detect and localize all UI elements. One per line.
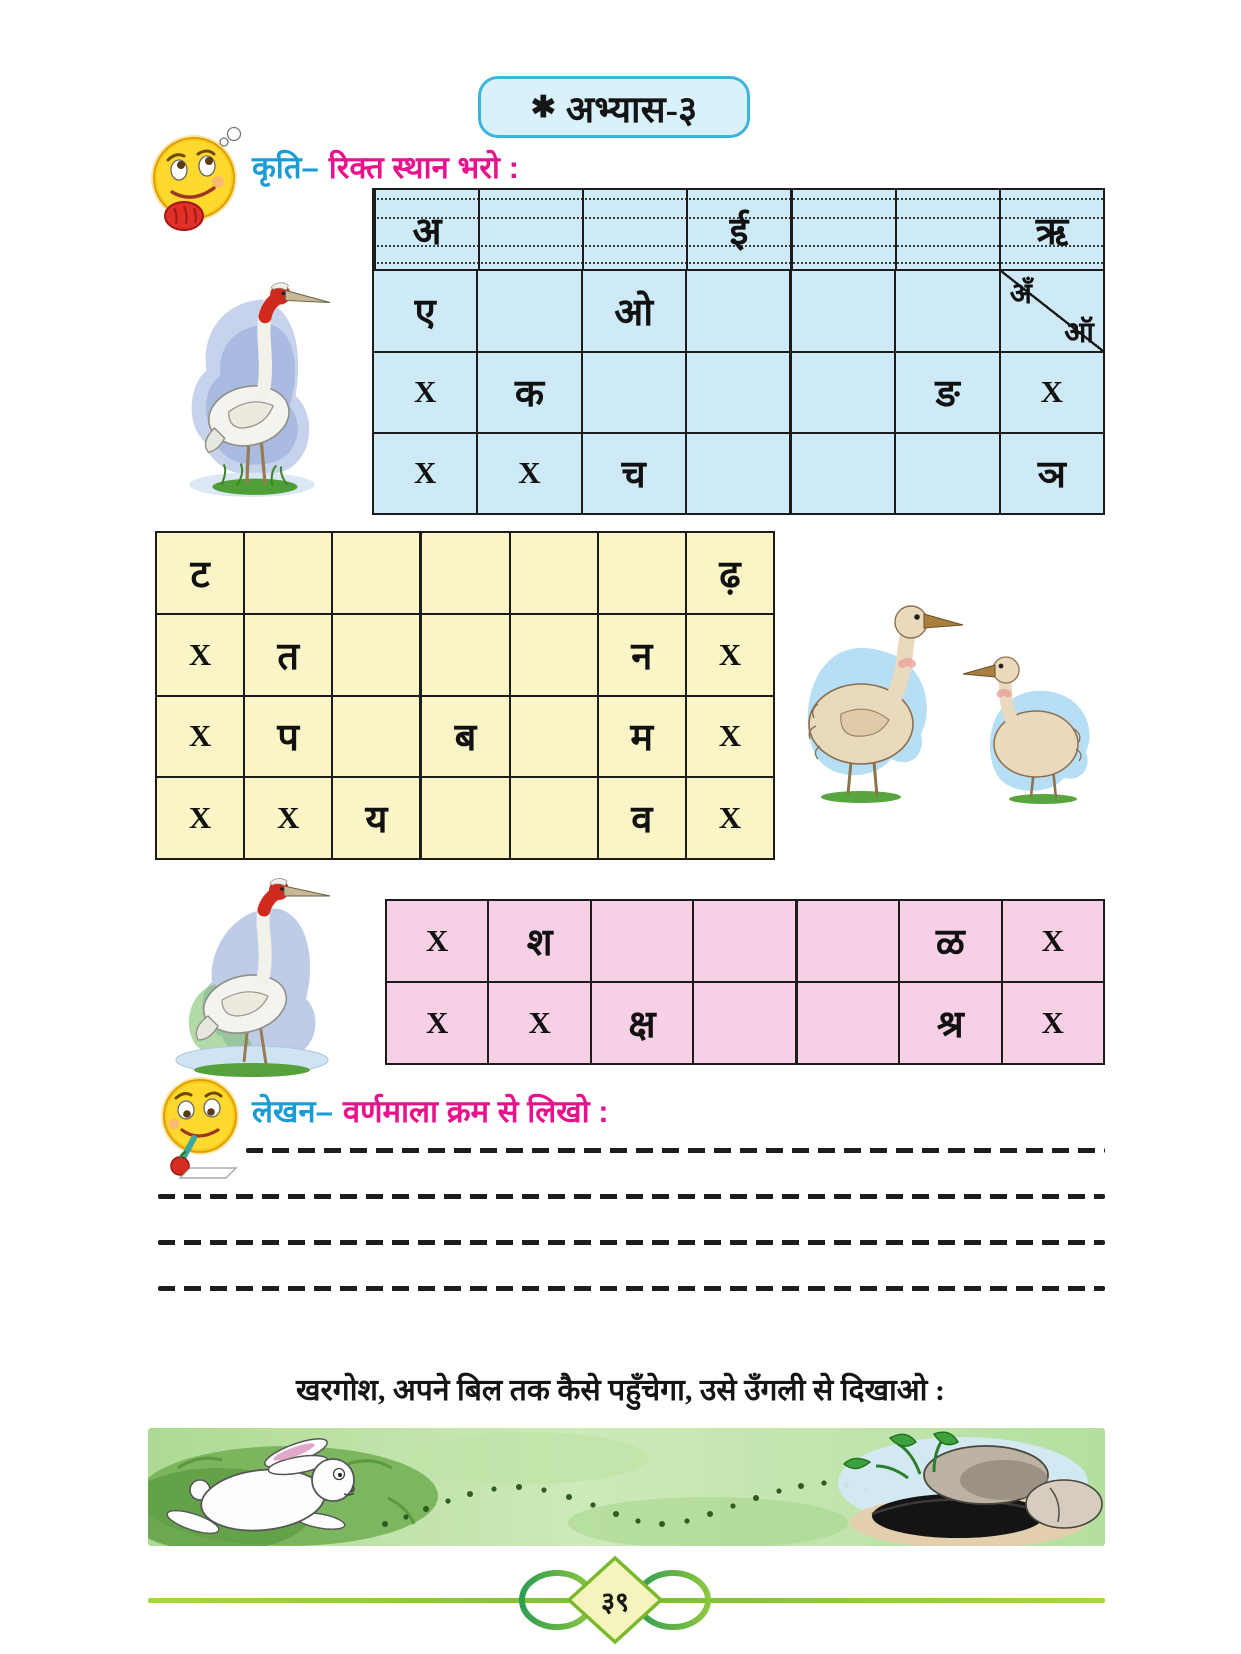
crossed-cell: X — [685, 697, 773, 777]
blank-fill-cell[interactable] — [795, 983, 898, 1063]
letter-cell: अ — [374, 190, 478, 269]
table-row — [374, 432, 1103, 513]
crossed-cell: X — [243, 778, 331, 858]
crossed-cell: X — [685, 778, 773, 858]
blank-fill-cell[interactable] — [895, 190, 999, 269]
blank-fill-cell[interactable] — [789, 353, 894, 432]
blank-fill-cell[interactable] — [790, 190, 895, 269]
letter-cell: य — [331, 778, 419, 858]
letter-cell: म — [597, 697, 685, 777]
crossed-cell: X — [1001, 901, 1103, 981]
blank-fill-cell[interactable] — [590, 901, 692, 981]
letter-cell: प — [243, 697, 331, 777]
writing-line[interactable] — [246, 1148, 1105, 1153]
blank-fill-cell[interactable] — [476, 271, 580, 350]
crossed-cell: X — [188, 718, 212, 754]
crossed-cell: X — [487, 983, 589, 1063]
blank-fill-cell[interactable] — [331, 533, 419, 613]
crossed-cell: X — [476, 434, 580, 513]
fill-table-pink — [385, 899, 1105, 1065]
writing-line[interactable] — [158, 1240, 1105, 1245]
table-row — [387, 901, 1103, 981]
blank-fill-cell[interactable] — [509, 533, 597, 613]
letter-cell: ऋ — [999, 190, 1103, 269]
blank-fill-cell[interactable] — [597, 533, 685, 613]
crane-chicks-illustration — [756, 554, 1106, 804]
letter-cell: व — [597, 778, 685, 858]
blank-fill-cell[interactable] — [894, 271, 998, 350]
blank-fill-cell[interactable] — [419, 778, 508, 858]
table-row — [374, 351, 1103, 432]
crane-pond-illustration — [160, 864, 342, 1078]
fill-table-yellow — [155, 531, 775, 860]
split-cell-top-letter: अँ — [1009, 278, 1032, 311]
letter-cell: ए — [414, 291, 436, 334]
exercise-title-box — [478, 76, 750, 138]
crossed-cell: X — [999, 353, 1103, 432]
blank-fill-cell[interactable] — [509, 697, 597, 777]
asterisk-icon: ✱ — [530, 90, 556, 124]
activity-1-instruction: रिक्त स्थान भरो : — [328, 150, 519, 185]
blank-fill-cell[interactable] — [685, 353, 789, 432]
blank-fill-cell[interactable] — [331, 615, 419, 695]
crossed-cell: X — [188, 800, 212, 836]
blank-fill-cell[interactable] — [692, 983, 794, 1063]
crossed-cell: X — [426, 1005, 449, 1040]
blank-fill-cell[interactable] — [795, 901, 898, 981]
blank-fill-cell[interactable] — [478, 190, 582, 269]
blank-fill-cell[interactable] — [685, 434, 789, 513]
blank-fill-cell[interactable] — [243, 533, 331, 613]
blank-fill-cell[interactable] — [581, 353, 685, 432]
blank-fill-cell[interactable] — [331, 697, 419, 777]
crossed-cell: X — [426, 923, 449, 958]
blank-fill-cell[interactable] — [685, 271, 789, 350]
fill-table-blue — [372, 188, 1105, 515]
crossed-cell: X — [413, 455, 437, 491]
letter-cell: च — [581, 434, 685, 513]
crane-adult-illustration — [176, 264, 338, 502]
blank-fill-cell[interactable] — [894, 434, 998, 513]
letter-cell: ई — [686, 190, 790, 269]
letter-cell: ट — [190, 553, 210, 596]
activity-2-header — [252, 1090, 609, 1132]
crossed-cell: X — [685, 615, 773, 695]
blank-fill-cell[interactable] — [419, 615, 508, 695]
letter-cell: श — [487, 901, 589, 981]
writing-line[interactable] — [158, 1194, 1105, 1199]
blank-fill-cell[interactable] — [789, 271, 894, 350]
crossed-cell: X — [188, 636, 212, 672]
blank-fill-cell[interactable] — [789, 434, 894, 513]
letter-cell: न — [597, 615, 685, 695]
blank-fill-cell[interactable] — [419, 533, 508, 613]
letter-cell: ळ — [898, 901, 1000, 981]
rabbit-maze-banner[interactable] — [148, 1428, 1105, 1546]
letter-cell: त — [243, 615, 331, 695]
table-row — [157, 695, 773, 777]
table-row — [157, 533, 773, 613]
split-letter-cell — [999, 271, 1103, 350]
letter-cell: ञ — [999, 434, 1103, 513]
blank-fill-cell[interactable] — [509, 778, 597, 858]
writing-smiley-icon — [150, 1072, 248, 1180]
table-row — [374, 269, 1103, 350]
activity-1-header — [252, 146, 519, 188]
letter-cell: ङ — [894, 353, 998, 432]
page-number: ३९ — [600, 1587, 630, 1617]
activity-1-label: कृति– — [252, 150, 319, 185]
crossed-cell: X — [1001, 983, 1103, 1063]
rabbit-trail-scene — [148, 1428, 1105, 1546]
letter-cell: श्र — [898, 983, 1000, 1063]
letter-cell: ओ — [581, 271, 685, 350]
table-row — [157, 613, 773, 695]
rabbit-instruction-text: खरगोश, अपने बिल तक कैसे पहुँचेगा, उसे उँगली से दिखाओ : — [296, 1374, 945, 1407]
activity-2-label: लेखन– — [252, 1094, 333, 1129]
table-row — [157, 776, 773, 858]
letter-cell: क — [476, 353, 580, 432]
writing-line[interactable] — [158, 1286, 1105, 1291]
blank-fill-cell[interactable] — [509, 615, 597, 695]
crossed-cell: X — [413, 374, 437, 410]
activity-2-instruction: वर्णमाला क्रम से लिखो : — [342, 1094, 609, 1129]
letter-cell: ब — [419, 697, 508, 777]
blank-fill-cell[interactable] — [582, 190, 686, 269]
letter-cell: क्ष — [590, 983, 692, 1063]
table-row — [374, 190, 1103, 269]
exercise-title: अभ्यास-३ — [565, 89, 698, 131]
table-row — [387, 981, 1103, 1063]
split-cell-bottom-letter: ऑ — [1064, 316, 1094, 349]
blank-fill-cell[interactable] — [692, 901, 794, 981]
thinking-smiley-icon — [146, 124, 250, 234]
letter-cell: ढ़ — [685, 533, 773, 613]
